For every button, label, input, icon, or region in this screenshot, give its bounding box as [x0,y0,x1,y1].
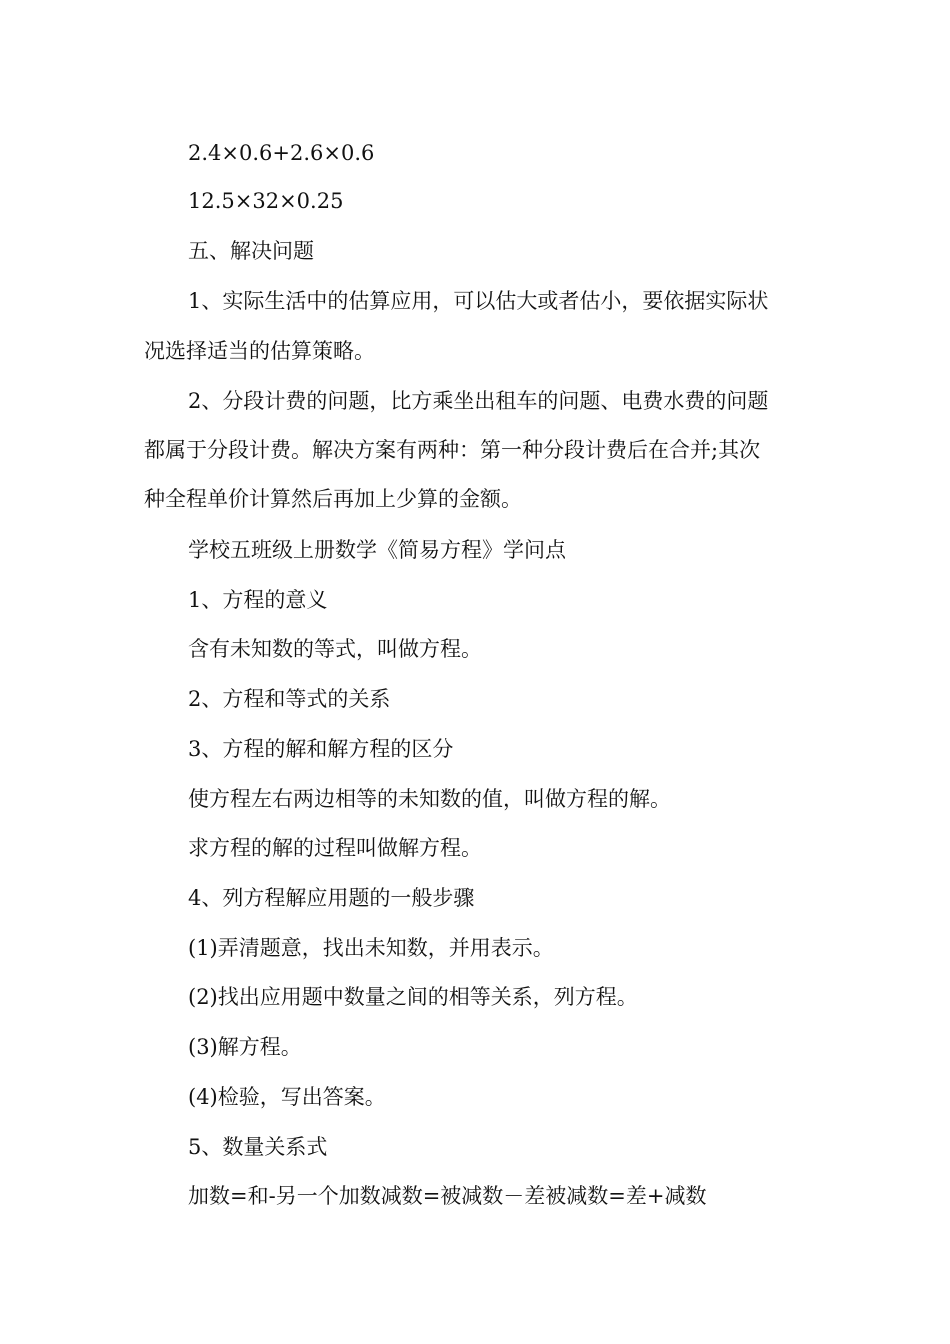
text-line: 使方程左右两边相等的未知数的值，叫做方程的解。 [188,787,671,811]
text-line: 4、列方程解应用题的一般步骤 [188,886,475,910]
section-heading: 学校五班级上册数学《简易方程》学问点 [188,538,566,562]
text-line: 1、方程的意义 [188,588,328,612]
text-line: 2、分段计费的问题，比方乘坐出租车的问题、电费水费的问题 [188,389,769,413]
text-line: 2、方程和等式的关系 [188,687,391,711]
text-line: 5、数量关系式 [188,1135,328,1159]
text-line: 3、方程的解和解方程的区分 [188,737,454,761]
text-line: 加数=和-另一个加数减数=被减数－差被减数=差+减数 [188,1184,707,1208]
text-line: 况选择适当的估算策略。 [144,339,375,363]
text-line: 2.4×0.6+2.6×0.6 [188,141,375,165]
text-line: (1)弄清题意，找出未知数，并用表示。 [188,936,554,960]
text-line: 12.5×32×0.25 [188,189,344,213]
text-line: 含有未知数的等式，叫做方程。 [188,637,482,661]
text-line: (2)找出应用题中数量之间的相等关系，列方程。 [188,985,638,1009]
text-line: 种全程单价计算然后再加上少算的金额。 [144,487,522,511]
text-line: (3)解方程。 [188,1035,302,1059]
section-heading: 五、解决问题 [188,239,314,263]
text-line: 求方程的解的过程叫做解方程。 [188,836,482,860]
text-line: 都属于分段计费。解决方案有两种：第一种分段计费后在合并;其次 [144,438,761,462]
text-line: 1、实际生活中的估算应用，可以估大或者估小，要依据实际状 [188,289,769,313]
text-line: (4)检验，写出答案。 [188,1085,386,1109]
